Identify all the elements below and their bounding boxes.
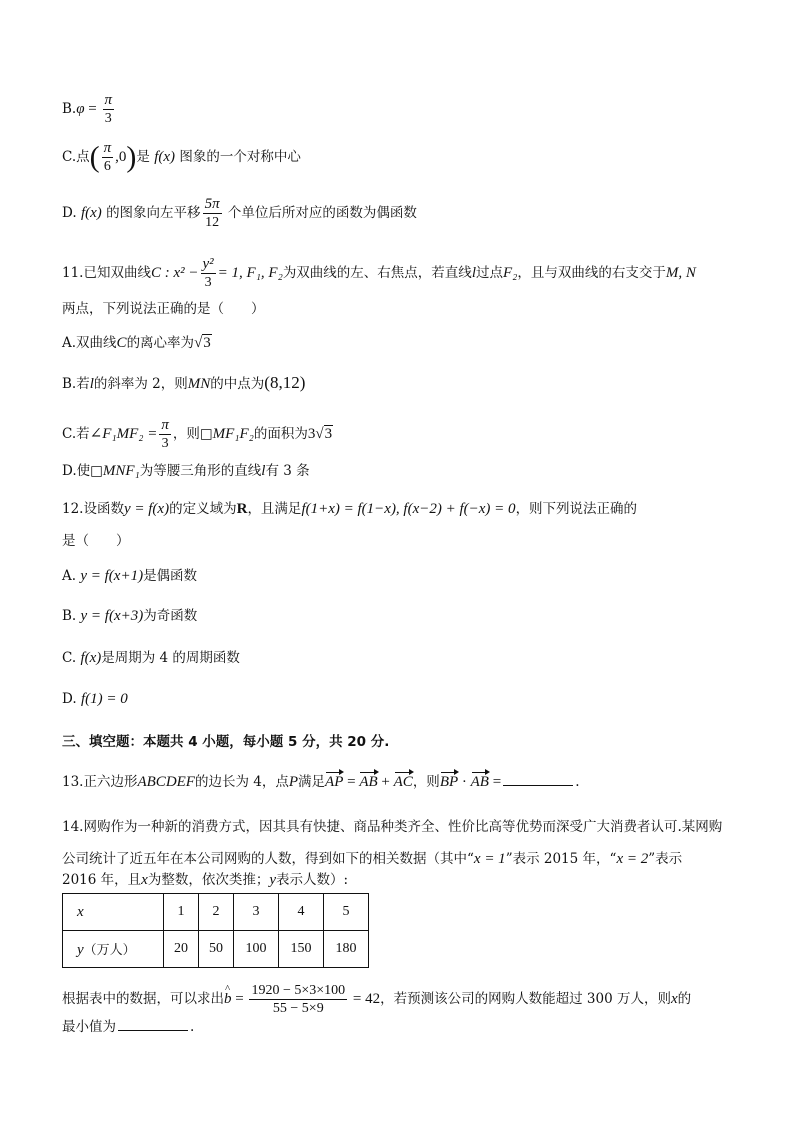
vector-ac: AC	[393, 774, 413, 790]
text: B.若	[62, 376, 90, 392]
text: ，若预测该公司的网购人数能超过 300 万人，则	[380, 991, 671, 1007]
text: 的面积为	[253, 426, 308, 442]
text: 为等腰三角形的直线	[139, 463, 262, 479]
answer-blank	[503, 773, 573, 786]
q11-option-b	[62, 374, 305, 393]
text: ，则	[412, 774, 440, 790]
fraction-pi-6	[102, 140, 114, 175]
section-title: 三、填空题：本题共 4 小题，每小题 5 分，共 20 分.	[62, 734, 390, 750]
option-label: C.点	[62, 149, 90, 165]
option-label: B.	[62, 101, 77, 117]
text: ”表示 2015 年，“	[505, 851, 617, 867]
sqrt-sign: √	[315, 426, 324, 442]
function-fx: f(x)	[80, 205, 102, 221]
math: = 42	[349, 991, 381, 1007]
text: 2016 年，且	[62, 872, 142, 888]
right-paren: )	[126, 140, 137, 174]
text: ，且满足	[247, 501, 302, 517]
text: 的定义域为	[169, 501, 237, 517]
text: ，则下列说法正确的	[515, 501, 638, 517]
q14-line2	[62, 850, 682, 868]
text: 满足	[298, 774, 326, 790]
math: f(1) = 0	[80, 691, 128, 707]
q11-stem-line2	[62, 300, 265, 318]
math: l	[89, 376, 94, 392]
math: =	[488, 774, 502, 790]
text: 为整数，依次类推；	[147, 872, 270, 888]
numerator: 1920 − 5×3×100	[251, 983, 346, 998]
math: M, N	[665, 265, 696, 281]
text: .	[190, 1019, 195, 1035]
table-cell: 5	[324, 894, 369, 931]
option-label: A.	[62, 568, 81, 584]
math: x = 2	[616, 851, 649, 867]
text: 的	[677, 991, 692, 1007]
vector-ap: AP	[325, 774, 344, 790]
text: A.双曲线	[62, 335, 117, 351]
text: 根据表中的数据，可以求出	[62, 991, 224, 1007]
text: 的斜率为 2，则	[93, 376, 188, 392]
math: y = f(x+3)	[80, 608, 144, 624]
denominator: 3	[161, 436, 169, 451]
text: 是偶函数	[143, 568, 198, 584]
text: 的图象向左平移	[106, 205, 201, 221]
b-hat: ^ b	[224, 990, 232, 1008]
q10-option-d	[62, 196, 417, 231]
math: (8,12)	[264, 373, 306, 392]
math: y	[269, 872, 276, 888]
math: =	[343, 774, 360, 790]
text: 为奇函数	[143, 608, 198, 624]
text: ，且与双曲线的右支交于	[517, 265, 666, 281]
q12-stem-line1	[62, 500, 637, 518]
q12-option-d	[62, 690, 128, 708]
fraction-pi-3	[159, 417, 171, 452]
denominator: 55 − 5×9	[272, 1001, 324, 1016]
text: 是周期为 4 的周期函数	[101, 650, 240, 666]
sqrt-radicand	[324, 425, 334, 443]
numerator: π	[104, 92, 113, 108]
math: MNF₁	[102, 463, 140, 479]
table-row	[63, 894, 369, 931]
function-fx: f(x)	[154, 149, 176, 165]
vector-ab: AB	[359, 774, 378, 790]
option-label: D.	[62, 691, 81, 707]
table-cell: 4	[279, 894, 324, 931]
math: x = 1	[473, 851, 506, 867]
denominator: 12	[205, 215, 220, 230]
option-label: B.	[62, 608, 81, 624]
option-label: C.	[62, 650, 81, 666]
equals-sign: =	[84, 101, 101, 117]
table-cell: 150	[279, 931, 324, 968]
text: ，则□	[172, 426, 213, 442]
math: R	[236, 501, 248, 517]
math: x	[670, 991, 678, 1007]
math: =	[231, 991, 248, 1007]
text: 是	[136, 149, 150, 165]
q14-line5	[62, 1018, 194, 1036]
text: D.使□	[62, 463, 103, 479]
math: ∠F₁MF₂ =	[89, 426, 158, 442]
math: f(1+x) = f(1−x), f(x−2) + f(−x) = 0	[301, 501, 516, 517]
table-cell: 3	[234, 894, 279, 931]
text: 为双曲线的左、右焦点，若直线	[282, 265, 472, 281]
answer-blank	[118, 1018, 188, 1031]
numerator: π	[161, 417, 169, 433]
q11-option-a	[62, 334, 212, 352]
row-header-y	[63, 931, 164, 968]
q12-option-a	[62, 567, 197, 585]
math: MF₁F₂	[212, 426, 254, 442]
text: 是（ ）	[62, 533, 130, 549]
option-label: D.	[62, 205, 81, 221]
text: 公司统计了近五年在本公司网购的人数，得到如下的相关数据（其中“	[62, 851, 474, 867]
numerator: π	[103, 140, 112, 156]
fraction-5pi-12	[203, 196, 222, 231]
text: 有 3 条	[265, 463, 310, 479]
q13-stem	[62, 773, 579, 791]
text: 13.正六边形	[62, 774, 138, 790]
vector-bp: BP	[439, 774, 459, 790]
math: l	[261, 463, 266, 479]
math: ABCDEF	[137, 774, 195, 790]
math: y = f(x)	[123, 501, 170, 517]
table-cell: 100	[234, 931, 279, 968]
math: 3	[307, 426, 316, 442]
math: f(x)	[80, 650, 102, 666]
point-tail: ,0	[115, 149, 127, 165]
sqrt-sign: √	[194, 335, 203, 351]
q11-option-c	[62, 417, 333, 452]
text: 的中点为	[210, 376, 265, 392]
text: 表示人数）:	[276, 872, 349, 888]
denominator: 3	[204, 275, 212, 290]
q12-stem-line2	[62, 532, 130, 550]
text: ”表示	[648, 851, 683, 867]
table-cell: 20	[164, 931, 199, 968]
math: = 1, F₁, F₂	[217, 265, 283, 281]
denominator: 3	[104, 111, 112, 126]
numerator: 5π	[204, 196, 220, 212]
math: C	[116, 335, 127, 351]
unit: （万人）	[83, 943, 136, 958]
text: 过点	[475, 265, 503, 281]
radicand: 3	[203, 335, 211, 351]
math: y	[77, 942, 84, 958]
vector-ab: AB	[470, 774, 489, 790]
table-cell: 50	[199, 931, 234, 968]
text: 个单位后所对应的函数为偶函数	[227, 205, 417, 221]
fraction-y2-3	[201, 256, 216, 291]
left-paren: (	[89, 140, 100, 174]
table-cell: 2	[199, 894, 234, 931]
text: 12.设函数	[62, 501, 124, 517]
math: ·	[458, 774, 471, 790]
denominator: 6	[103, 159, 111, 174]
table-cell: 180	[324, 931, 369, 968]
math: P	[288, 774, 299, 790]
text: 图象的一个对称中心	[179, 149, 301, 165]
math: F₂	[502, 265, 518, 281]
data-table	[62, 893, 369, 968]
q10-option-b	[62, 92, 116, 127]
text: 两点，下列说法正确的是（ ）	[62, 301, 265, 317]
q14-line1: 14.网购作为一种新的消费方式，因其具有快捷、商品种类齐全、性价比高等优势而深受广大消费者认可.某网购	[62, 819, 723, 835]
fraction-b-hat	[249, 982, 347, 1017]
math: +	[377, 774, 394, 790]
row-header-x: x	[63, 894, 164, 931]
q12-option-c	[62, 649, 240, 667]
math: l	[471, 265, 476, 281]
q10-option-c	[62, 140, 301, 175]
q12-option-b	[62, 607, 197, 625]
sqrt-radicand	[202, 334, 212, 352]
text: 最小值为	[62, 1019, 116, 1035]
table-cell: 1	[164, 894, 199, 931]
math: y = f(x+1)	[80, 568, 144, 584]
math: C : x² −	[150, 265, 199, 281]
math: x	[141, 872, 148, 888]
math: MN	[187, 376, 211, 392]
radicand: 3	[324, 426, 333, 442]
text: .	[575, 774, 580, 790]
table-row	[63, 931, 369, 968]
fraction-pi-3	[103, 92, 115, 127]
text: 的边长为 4，点	[194, 774, 289, 790]
phi-symbol: φ	[76, 101, 85, 117]
numerator: y²	[202, 256, 214, 272]
q14-line3	[62, 871, 348, 889]
text: 11.已知双曲线	[62, 265, 151, 281]
text: C.若	[62, 426, 90, 442]
q14-line4	[62, 982, 691, 1017]
text: 的离心率为	[126, 335, 195, 351]
q11-stem-line1	[62, 256, 696, 291]
q11-option-d	[62, 462, 310, 480]
